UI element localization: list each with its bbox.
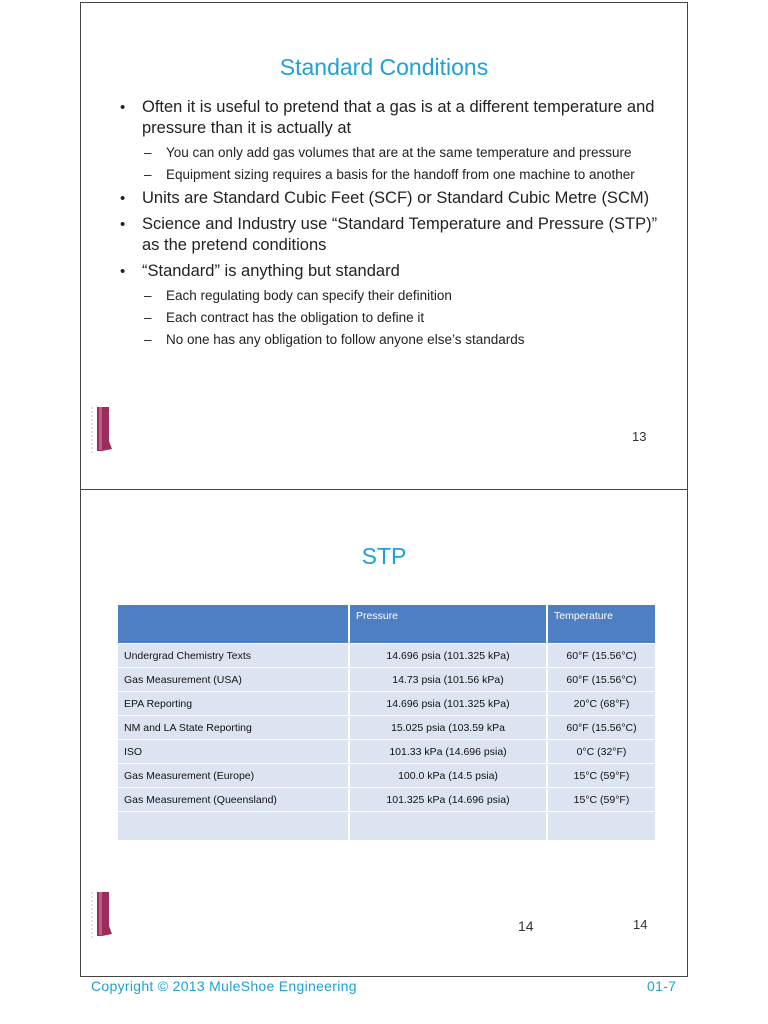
sub-bullet-item: – No one has any obligation to follow anyone else’s standards xyxy=(118,331,668,349)
table-cell: Gas Measurement (Queensland) xyxy=(118,788,349,812)
table-cell xyxy=(118,812,349,841)
table-header-cell xyxy=(118,605,349,644)
table-cell: Undergrad Chemistry Texts xyxy=(118,644,349,668)
table-cell: 101.33 kPa (14.696 psia) xyxy=(349,740,547,764)
table-cell: 15°C (59°F) xyxy=(547,764,655,788)
table-cell: 20°C (68°F) xyxy=(547,692,655,716)
table-cell: 100.0 kPa (14.5 psia) xyxy=(349,764,547,788)
table-cell: 0°C (32°F) xyxy=(547,740,655,764)
table-cell: 14.73 psia (101.56 kPa) xyxy=(349,668,547,692)
slide-2-page-number: 14 xyxy=(633,917,648,932)
table-header-cell: Pressure xyxy=(349,605,547,644)
table-cell: 60°F (15.56°C) xyxy=(547,644,655,668)
stp-table xyxy=(118,605,655,840)
sub-bullet-item: – Equipment sizing requires a basis for the handoff from one machine to another xyxy=(118,166,668,184)
table-cell: Gas Measurement (Europe) xyxy=(118,764,349,788)
table-cell: 14.696 psia (101.325 kPa) xyxy=(349,692,547,716)
slide-1-title: Standard Conditions xyxy=(279,54,489,80)
bullet-item: • “Standard” is anything but standard xyxy=(118,261,668,282)
copyright-footer: Copyright © 2013 MuleShoe Engineering xyxy=(91,978,357,994)
table-cell: 60°F (15.56°C) xyxy=(547,716,655,740)
table-cell xyxy=(349,812,547,841)
slide-1-bullets xyxy=(118,97,668,353)
table-header-cell: Temperature xyxy=(547,605,655,644)
table-cell: 15°C (59°F) xyxy=(547,788,655,812)
table-cell: ISO xyxy=(118,740,349,764)
table-cell: 14.696 psia (101.325 kPa) xyxy=(349,644,547,668)
table-row xyxy=(118,668,655,692)
table-cell: NM and LA State Reporting xyxy=(118,716,349,740)
table-row xyxy=(118,764,655,788)
sub-bullet-item: – Each regulating body can specify their definition xyxy=(118,287,668,305)
slide-2-title: STP xyxy=(361,543,407,569)
table-cell: EPA Reporting xyxy=(118,692,349,716)
table-filler-row xyxy=(118,812,655,841)
slide-2-center-page-number: 14 xyxy=(518,918,534,934)
table-row xyxy=(118,788,655,812)
table-cell: Gas Measurement (USA) xyxy=(118,668,349,692)
table-row xyxy=(118,644,655,668)
table-cell xyxy=(547,812,655,841)
sub-bullet-item: – Each contract has the obligation to define it xyxy=(118,309,668,327)
bullet-item: • Often it is useful to pretend that a gas is at a different temperature and pressure than it is actually at xyxy=(118,97,668,139)
page-code-footer: 01-7 xyxy=(647,978,677,994)
slide-1-page-number: 13 xyxy=(632,429,647,444)
slide-divider xyxy=(80,489,688,490)
bullet-item: • Units are Standard Cubic Feet (SCF) or Standard Cubic Metre (SCM) xyxy=(118,188,668,209)
table-cell: 60°F (15.56°C) xyxy=(547,668,655,692)
bullet-item: • Science and Industry use “Standard Temperature and Pressure (STP)” as the pretend conditions xyxy=(118,214,668,256)
logo-icon xyxy=(90,888,116,944)
table-cell: 101.325 kPa (14.696 psia) xyxy=(349,788,547,812)
table-row xyxy=(118,692,655,716)
table-header-row xyxy=(118,605,655,644)
sub-bullet-item: – You can only add gas volumes that are at the same temperature and pressure xyxy=(118,144,668,162)
table-cell: 15.025 psia (103.59 kPa xyxy=(349,716,547,740)
table-row xyxy=(118,740,655,764)
table-row xyxy=(118,716,655,740)
logo-icon xyxy=(90,403,116,459)
